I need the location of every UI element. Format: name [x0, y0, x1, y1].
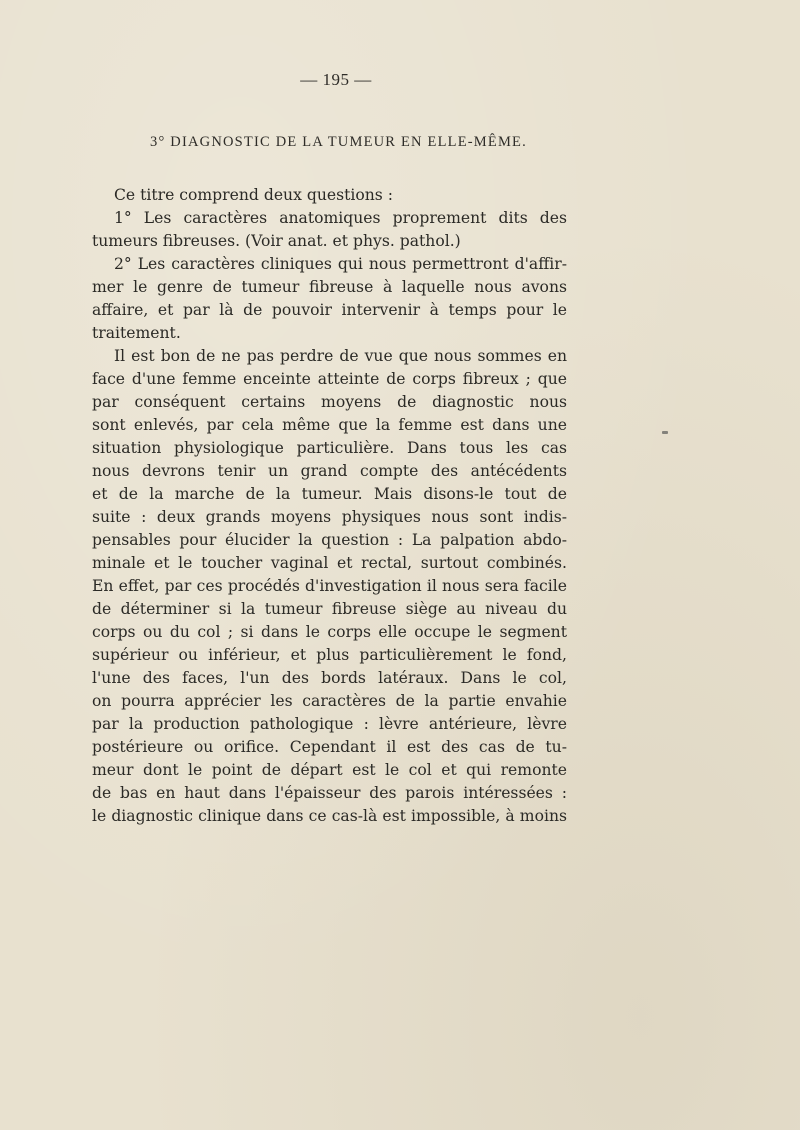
- section-heading-text: 3° DIAGNOSTIC DE LA TUMEUR EN ELLE-MÊME.: [150, 134, 527, 150]
- text-line: de bas en haut dans l'épaisseur des parois intéressées :: [92, 784, 567, 802]
- text-line: sont enlevés, par cela même que la femme est dans une: [92, 416, 567, 434]
- text-line: et de la marche de la tumeur. Mais disons-le tout de: [92, 485, 567, 503]
- text-line: corps ou du col ; si dans le corps elle occupe le segment: [92, 623, 567, 641]
- text-line: on pourra apprécier les caractères de la partie envahie: [92, 692, 567, 710]
- text-line: affaire, et par là de pouvoir intervenir à temps pour le: [92, 301, 567, 319]
- text-line: meur dont le point de départ est le col et qui remonte: [92, 761, 567, 779]
- text-line: minale et le toucher vaginal et rectal, surtout combinés.: [92, 554, 567, 572]
- text-line: situation physiologique particulière. Dans tous les cas: [92, 439, 567, 457]
- text-line: postérieure ou orifice. Cependant il est des cas de tu-: [92, 738, 567, 756]
- text-line: supérieur ou inférieur, et plus particulièrement le fond,: [92, 646, 567, 664]
- text-line: 2° Les caractères cliniques qui nous permettront d'affir-: [114, 255, 567, 273]
- text-line: Il est bon de ne pas perdre de vue que nous sommes en: [114, 347, 567, 365]
- text-line: mer le genre de tumeur fibreuse à laquelle nous avons: [92, 278, 567, 296]
- text-line: l'une des faces, l'un des bords latéraux. Dans le col,: [92, 669, 567, 687]
- body-text: [92, 184, 567, 828]
- text-line: par conséquent certains moyens de diagnostic nous: [92, 393, 567, 411]
- text-line: tumeurs fibreuses. (Voir anat. et phys. pathol.): [92, 232, 461, 250]
- text-line: de déterminer si la tumeur fibreuse siège au niveau du: [92, 600, 567, 618]
- text-line: par la production pathologique : lèvre antérieure, lèvre: [92, 715, 567, 733]
- text-line: le diagnostic clinique dans ce cas-là est impossible, à moins: [92, 807, 567, 825]
- section-heading: [150, 134, 527, 151]
- text-line: face d'une femme enceinte atteinte de corps fibreux ; que: [92, 370, 567, 388]
- ink-speck: [662, 431, 668, 434]
- text-line: En effet, par ces procédés d'investigation il nous sera facile: [92, 577, 567, 595]
- text-line: pensables pour élucider la question : La palpation abdo-: [92, 531, 567, 549]
- text-line: nous devrons tenir un grand compte des antécédents: [92, 462, 567, 480]
- text-line: suite : deux grands moyens physiques nous sont indis-: [92, 508, 567, 526]
- page-number: — 195 —: [300, 70, 372, 89]
- text-line: 1° Les caractères anatomiques proprement dits des: [114, 209, 567, 227]
- text-line: Ce titre comprend deux questions :: [114, 186, 393, 204]
- text-line: traitement.: [92, 324, 181, 342]
